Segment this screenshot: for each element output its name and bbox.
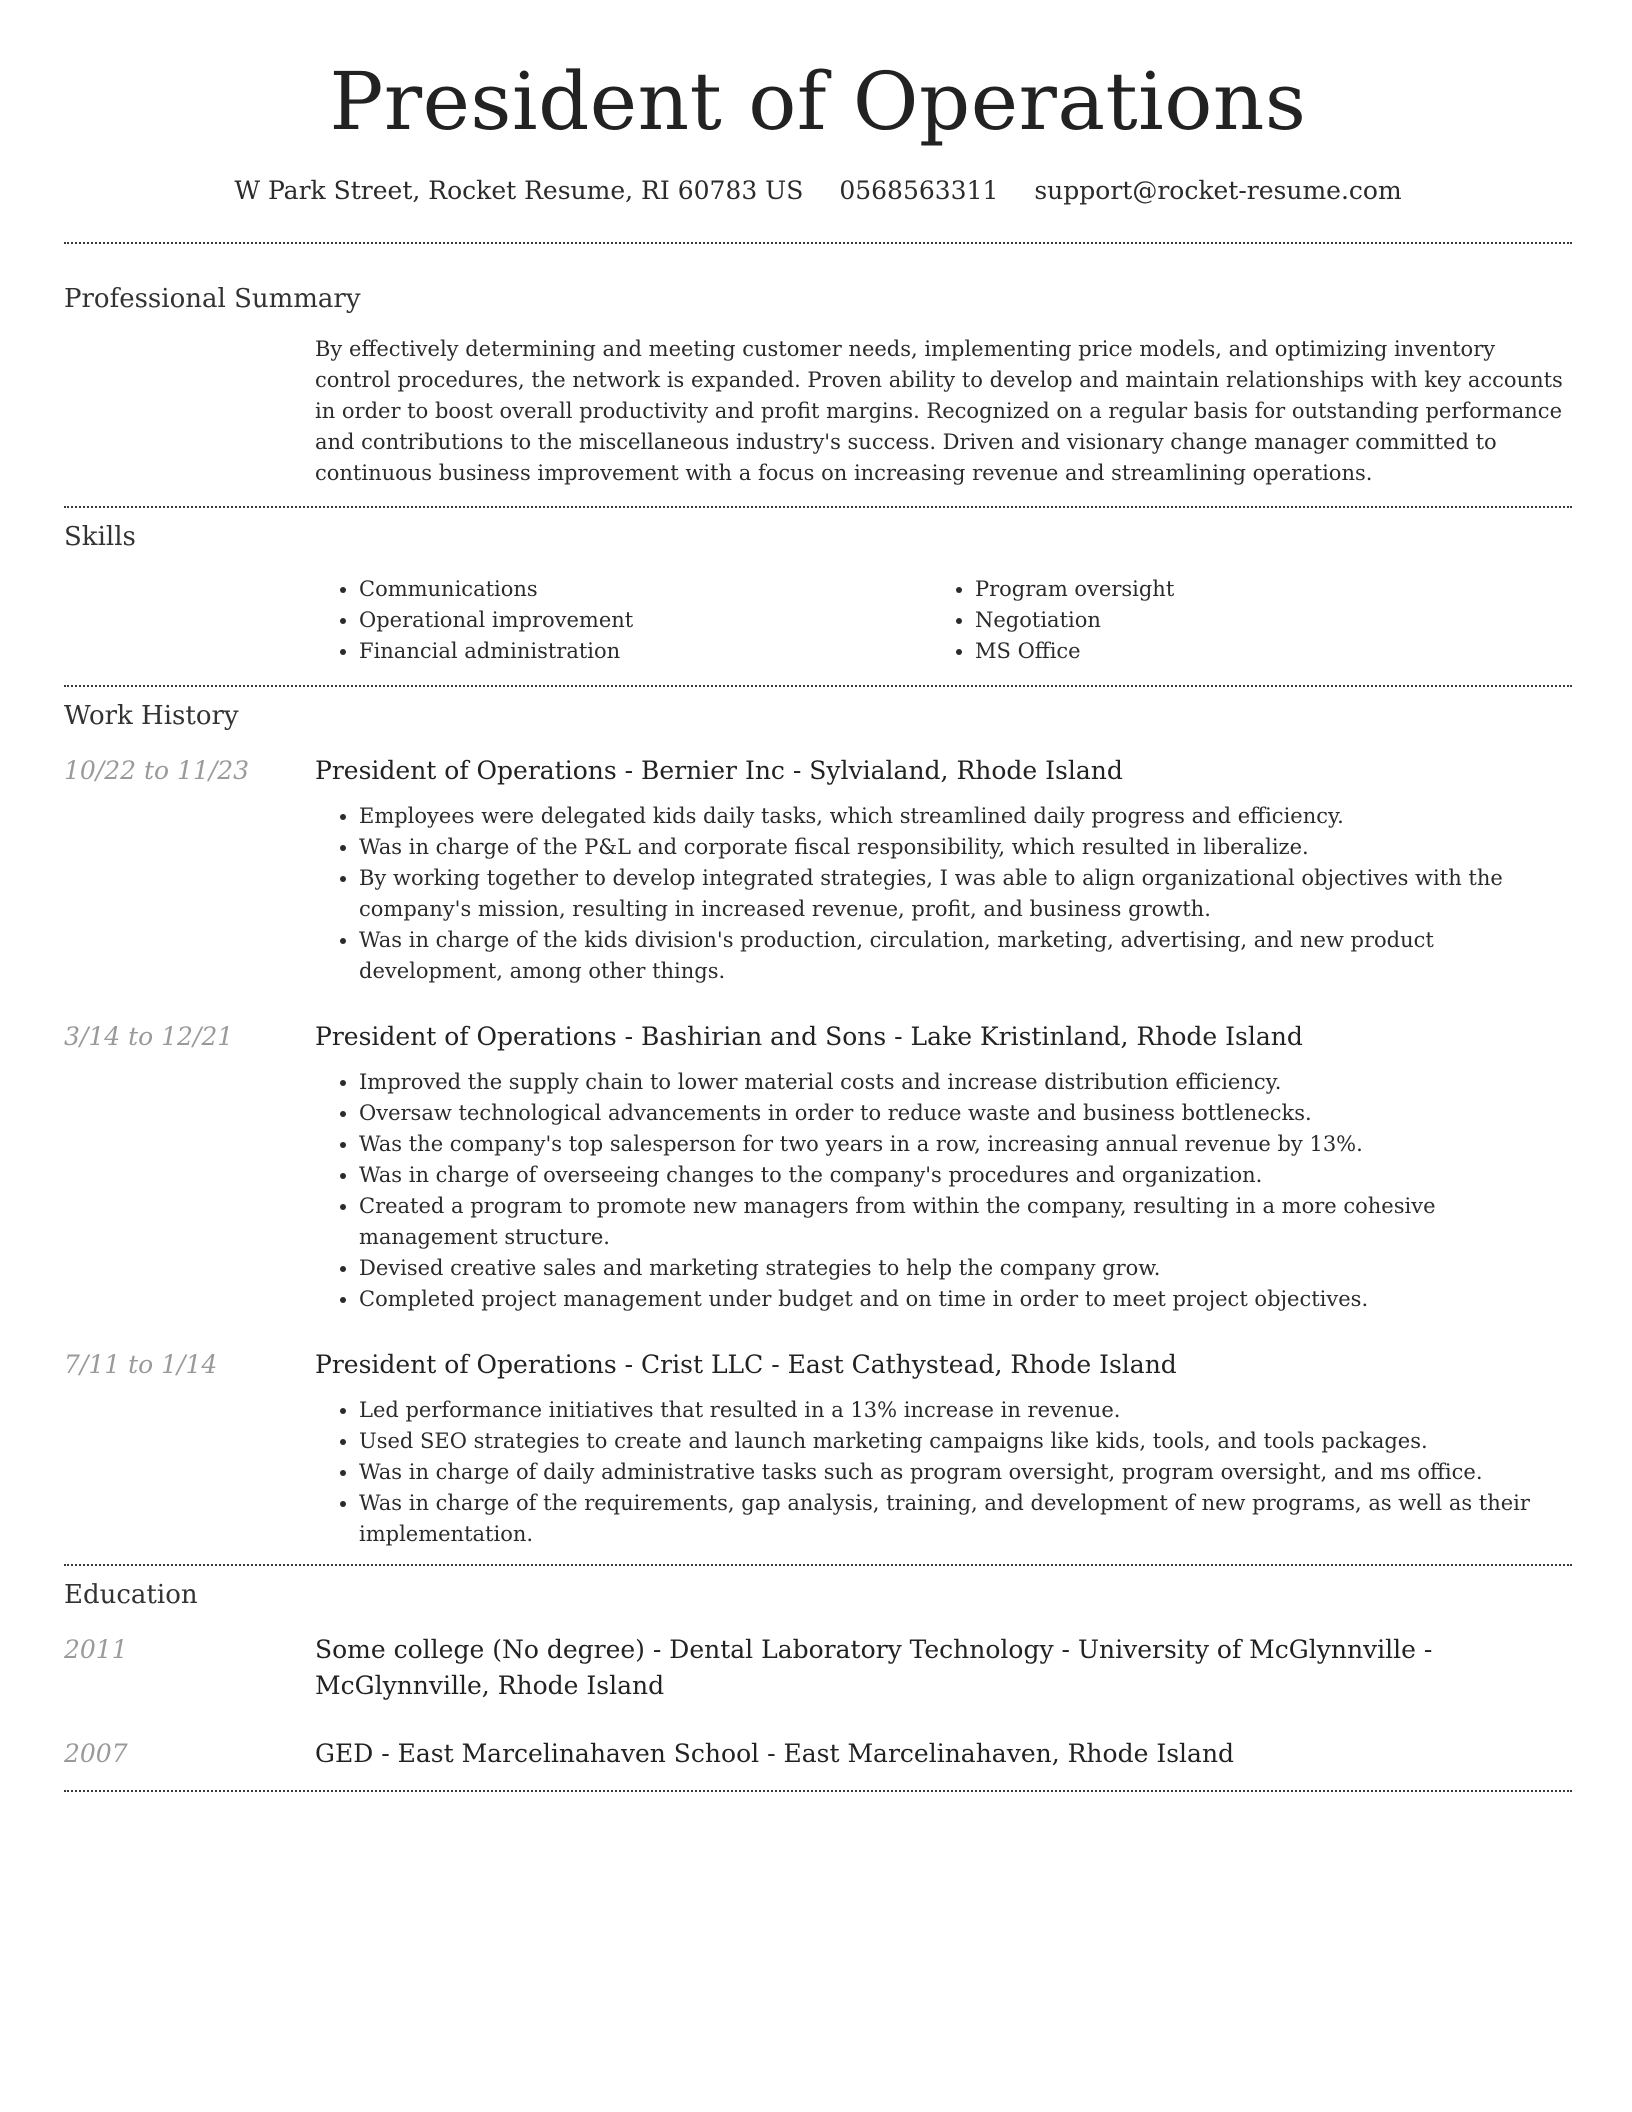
education-year: 2007 [64, 1739, 128, 1768]
job-dates: 10/22 to 11/23 [64, 756, 250, 785]
job-bullet: • Was in charge of the P&L and corporate fiscal responsibility, which resulted in liberalize. [359, 832, 1572, 863]
job-bullet: • Was the company's top salesperson for two years in a row, increasing annual revenue by 13%. [359, 1129, 1572, 1160]
skills-heading: Skills [64, 522, 136, 552]
job-bullet: • Employees were delegated kids daily tasks, which streamlined daily progress and efficiency. [359, 801, 1572, 832]
resume-page [64, 0, 1572, 1792]
job-bullet: • Completed project management under budget and on time in order to meet project objectives. [359, 1284, 1572, 1315]
job-details [315, 1019, 1572, 1315]
education-title: GED - East Marcelinahaven School - East Marcelinahaven, Rhode Island [315, 1739, 1235, 1768]
divider [64, 1790, 1572, 1792]
job-bullet: • Was in charge of overseeing changes to the company's procedures and organization. [359, 1160, 1572, 1191]
work-history-heading: Work History [64, 701, 239, 731]
contact-email: support@rocket-resume.com [1034, 176, 1402, 205]
job-entry [64, 1019, 1572, 1315]
job-details [315, 753, 1572, 987]
job-title: President of Operations - Crist LLC - East Cathystead, Rhode Island [315, 1350, 1177, 1379]
job-bullet: • By working together to develop integrated strategies, I was able to align organizational objectives with the company's mission, resulting in increased revenue, profit, and business growth. [359, 863, 1572, 925]
job-entry [64, 753, 1572, 987]
job-bullets [315, 1395, 1572, 1550]
skill-item: • Negotiation [975, 605, 1547, 636]
skills-column-right [931, 574, 1547, 667]
job-title: President of Operations - Bernier Inc - Sylvialand, Rhode Island [315, 756, 1123, 785]
job-bullet: • Used SEO strategies to create and launch marketing campaigns like kids, tools, and tools packages. [359, 1426, 1572, 1457]
job-dates: 3/14 to 12/21 [64, 1022, 234, 1051]
job-bullet: • Was in charge of the requirements, gap analysis, training, and development of new programs, as well as their implementation. [359, 1488, 1572, 1550]
skills-column-left [315, 574, 931, 667]
job-bullet: • Was in charge of daily administrative tasks such as program oversight, program oversight, and ms office. [359, 1457, 1572, 1488]
job-title: President of Operations - Bashirian and Sons - Lake Kristinland, Rhode Island [315, 1022, 1303, 1051]
divider [64, 506, 1572, 508]
divider [64, 685, 1572, 687]
education-year: 2011 [64, 1635, 128, 1664]
job-details [315, 1347, 1572, 1550]
job-entry [64, 1347, 1572, 1550]
job-bullet: • Improved the supply chain to lower material costs and increase distribution efficiency. [359, 1067, 1572, 1098]
education-heading: Education [64, 1580, 198, 1610]
education-entry [64, 1736, 1572, 1772]
summary-heading: Professional Summary [64, 284, 361, 314]
job-bullet: • Created a program to promote new managers from within the company, resulting in a more cohesive management structure. [359, 1191, 1572, 1253]
education-title: Some college (No degree) - Dental Laboratory Technology - University of McGlynnville - McGlynnville, Rhode Island [315, 1635, 1433, 1700]
job-dates: 7/11 to 1/14 [64, 1350, 218, 1379]
skill-item: • Financial administration [359, 636, 931, 667]
summary-text: By effectively determining and meeting customer needs, implementing price models, and optimizing inventory control procedures, the network is expanded. Proven ability to develop and maintain relationships with key accounts in order to boost overall productivity and profit margins. Recognized on a regular basis for outstanding performance and contributions to the miscellaneous industry's success. Driven and visionary change manager committed to continuous business improvement with a focus on increasing revenue and streamlining operations. [315, 337, 1563, 485]
resume-name: President of Operations [329, 55, 1307, 148]
contact-line [64, 174, 1572, 208]
job-bullet: • Devised creative sales and marketing strategies to help the company grow. [359, 1253, 1572, 1284]
job-bullets [315, 1067, 1572, 1315]
contact-address: W Park Street, Rocket Resume, RI 60783 US [234, 176, 804, 205]
job-bullet: • Oversaw technological advancements in order to reduce waste and business bottlenecks. [359, 1098, 1572, 1129]
skill-item: • Program oversight [975, 574, 1547, 605]
job-bullet: • Was in charge of the kids division's production, circulation, marketing, advertising, and new product development, among other things. [359, 925, 1572, 987]
skill-item: • MS Office [975, 636, 1547, 667]
divider [64, 242, 1572, 244]
skill-item: • Communications [359, 574, 931, 605]
skill-item: • Operational improvement [359, 605, 931, 636]
job-bullets [315, 801, 1572, 987]
job-bullet: • Led performance initiatives that resulted in a 13% increase in revenue. [359, 1395, 1572, 1426]
skills-list [315, 574, 1572, 667]
education-entry [64, 1632, 1572, 1704]
divider [64, 1564, 1572, 1566]
contact-phone: 0568563311 [839, 176, 999, 205]
